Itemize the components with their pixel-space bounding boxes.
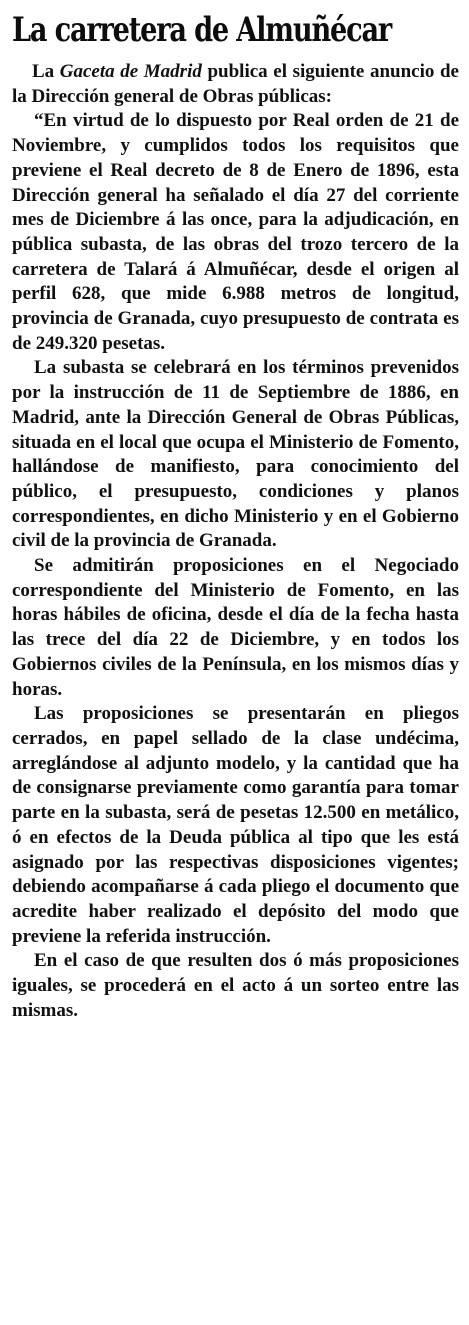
article-title: La carretera de Almuñécar [12, 10, 392, 50]
body-paragraph-2: La subasta se celebrará en los términos prevenidos por la instrucción de 11 de Septiembre de 1886, en Madrid, ante la Dirección General de Obras Públicas, situada en el local que ocupa el Ministerio de Fomento, hallándose de manifiesto, para conocimiento del público, el presupuesto, condiciones y planos correspondientes, en dicho Ministerio y en el Gobierno civil de la provincia de Granada. [12, 357, 459, 552]
newspaper-source-name: Gaceta de Madrid [59, 61, 202, 82]
intro-after: publica el siguiente anuncio de la Dirección general de Obras públicas: [12, 61, 459, 107]
body-paragraph-3: Se admitirán proposiciones en el Negociado correspondiente del Ministerio de Fomento, en las horas hábiles de oficina, desde el día de la fecha hasta las trece del día 22 de Diciembre, y en todos los Gobiernos civiles de la Península, en los mismos días y horas. [12, 555, 459, 700]
intro-before: La [32, 61, 60, 82]
body-paragraph-5: En el caso de que resulten dos ó más proposiciones iguales, se procederá en el acto á un sorteo entre las mismas. [12, 950, 459, 1021]
body-paragraph-4: Las proposiciones se presentarán en pliegos cerrados, en papel sellado de la clase undécima, arreglándose al adjunto modelo, y la cantidad que ha de consignarse previamente como garantía para tomar parte en la subasta, será de pesetas 12.500 en metálico, ó en efectos de la Deuda pública al tipo que les está asignado por las respectivas disposiciones vigentes; debiendo acompañarse á cada pliego el documento que acredite haber realizado el depósito del modo que previene la referida instrucción. [12, 703, 459, 947]
intro-paragraph [12, 60, 459, 109]
body-paragraph-1: “En virtud de lo dispuesto por Real orden de 21 de Noviembre, y cumplidos todos los requisitos que previene el Real decreto de 8 de Enero de 1896, esta Dirección general ha señalado el día 27 del corriente mes de Diciembre á las once, para la adjudicación, en pública subasta, de las obras del trozo tercero de la carretera de Talará á Almuñécar, desde el origen al perfil 628, que mide 6.988 metros de longitud, provincia de Granada, cuyo presupuesto de contrata es de 249.320 pesetas. [12, 110, 459, 354]
